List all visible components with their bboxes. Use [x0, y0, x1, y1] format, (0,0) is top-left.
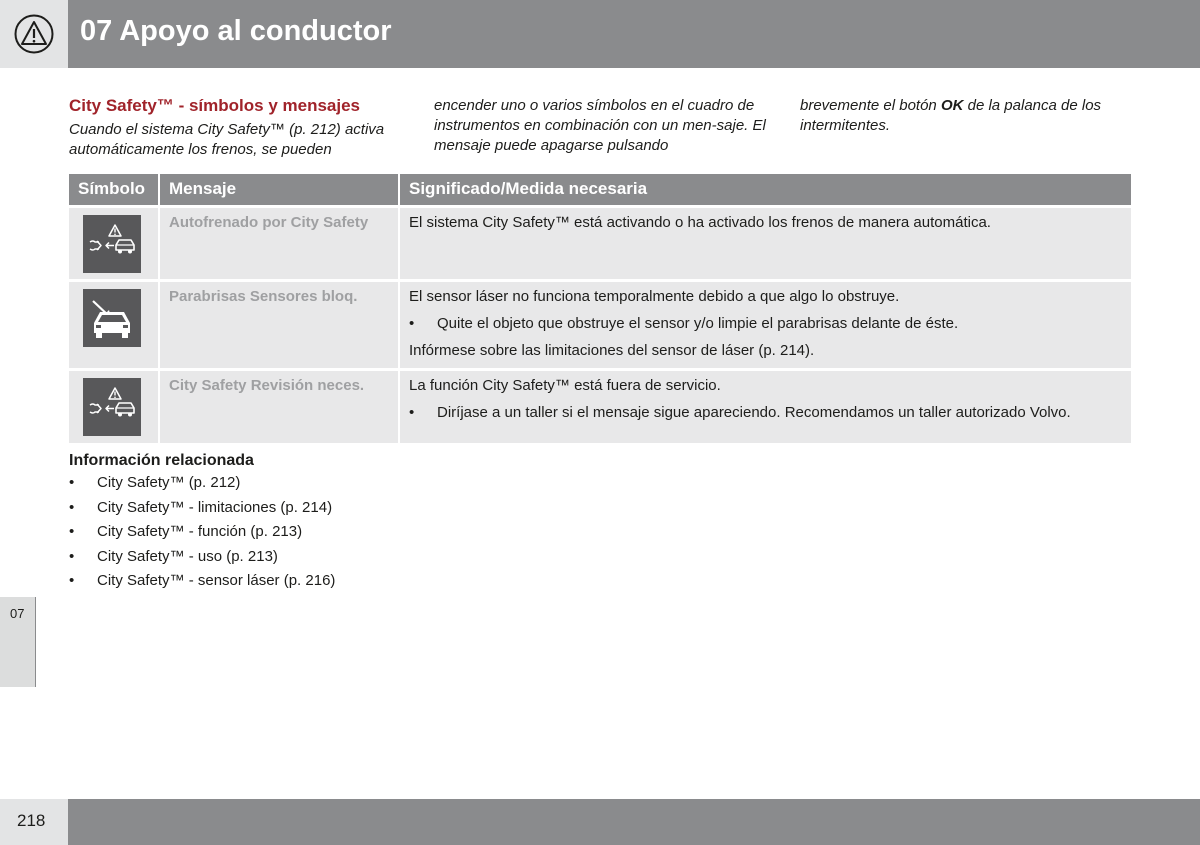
intro-text-col3: [800, 96, 1140, 136]
message-cell: Autofrenado por City Safety: [159, 206, 399, 280]
intro-text-col3-end: de la palanca de los intermitentes.: [800, 97, 1102, 134]
meaning-text: La función City Safety™ está fuera de servicio.: [409, 376, 721, 394]
intro-text-col1: Cuando el sistema City Safety™ (p. 212) activa automáticamente los frenos, se pueden: [69, 121, 385, 158]
table-row: [69, 280, 1131, 369]
meaning-text: El sistema City Safety™ está activando o ha activado los frenos de manera automática.: [409, 213, 991, 231]
page-number: 218: [17, 811, 46, 830]
list-item[interactable]: • City Safety™ - función (p. 213): [69, 520, 335, 545]
chapter-title: 07 Apoyo al conductor: [80, 15, 392, 47]
meaning-text: El sensor láser no funciona temporalmente debido a que algo lo obstruye.: [409, 287, 900, 305]
list-item[interactable]: • City Safety™ - limitaciones (p. 214): [69, 496, 335, 521]
page-footer: [0, 799, 1200, 845]
intro-text-col2: encender uno o varios símbolos en el cuadro de instrumentos en combinación con un men-saje. El mensaje puede apagarse pulsando: [434, 97, 766, 154]
meaning-note: Infórmese sobre las limitaciones del sensor de láser (p. 214).: [409, 341, 815, 359]
message-cell: City Safety Revisión neces.: [159, 369, 399, 443]
meaning-cell: [399, 369, 1131, 443]
meaning-cell: [399, 206, 1131, 280]
warning-triangle-icon: [13, 14, 55, 54]
symbol-cell: [69, 369, 159, 443]
meaning-bullet: • Quite el objeto que obstruye el sensor y/o limpie el parabrisas delante de éste.: [409, 314, 1122, 334]
city-safety-autobrake-icon: [83, 215, 141, 273]
column-header-symbol: Símbolo: [69, 174, 159, 206]
chapter-header: [0, 0, 1200, 68]
chapter-side-tab: [0, 597, 36, 687]
page-number-box: [0, 799, 68, 845]
meaning-cell: [399, 280, 1131, 369]
symbol-cell: [69, 206, 159, 280]
symbols-table: [69, 174, 1131, 443]
message-cell: Parabrisas Sensores bloq.: [159, 280, 399, 369]
meaning-bullet: • Diríjase a un taller si el mensaje sigue apareciendo. Recomendamos un taller autorizado Volvo.: [409, 403, 1122, 423]
list-item[interactable]: • City Safety™ - uso (p. 213): [69, 545, 335, 570]
list-item[interactable]: • City Safety™ - sensor láser (p. 216): [69, 569, 335, 594]
chapter-tab-label: 07: [10, 606, 25, 621]
related-info-title: Información relacionada: [69, 452, 254, 469]
city-safety-service-icon: [83, 378, 141, 436]
intro-text-col3-start: brevemente el botón: [800, 97, 941, 114]
table-row: [69, 206, 1131, 280]
related-info-list: [69, 471, 335, 594]
section-title: City Safety™ - símbolos y mensajes: [69, 96, 360, 115]
column-header-message: Mensaje: [159, 174, 399, 206]
table-row: [69, 369, 1131, 443]
symbol-cell: [69, 280, 159, 369]
ok-button-label: OK: [940, 97, 964, 114]
column-header-meaning: Significado/Medida necesaria: [399, 174, 1131, 206]
windscreen-sensor-blocked-icon: [83, 289, 141, 347]
chapter-icon-box: [0, 0, 68, 68]
list-item[interactable]: • City Safety™ (p. 212): [69, 471, 335, 496]
table-header-row: [69, 174, 1131, 206]
